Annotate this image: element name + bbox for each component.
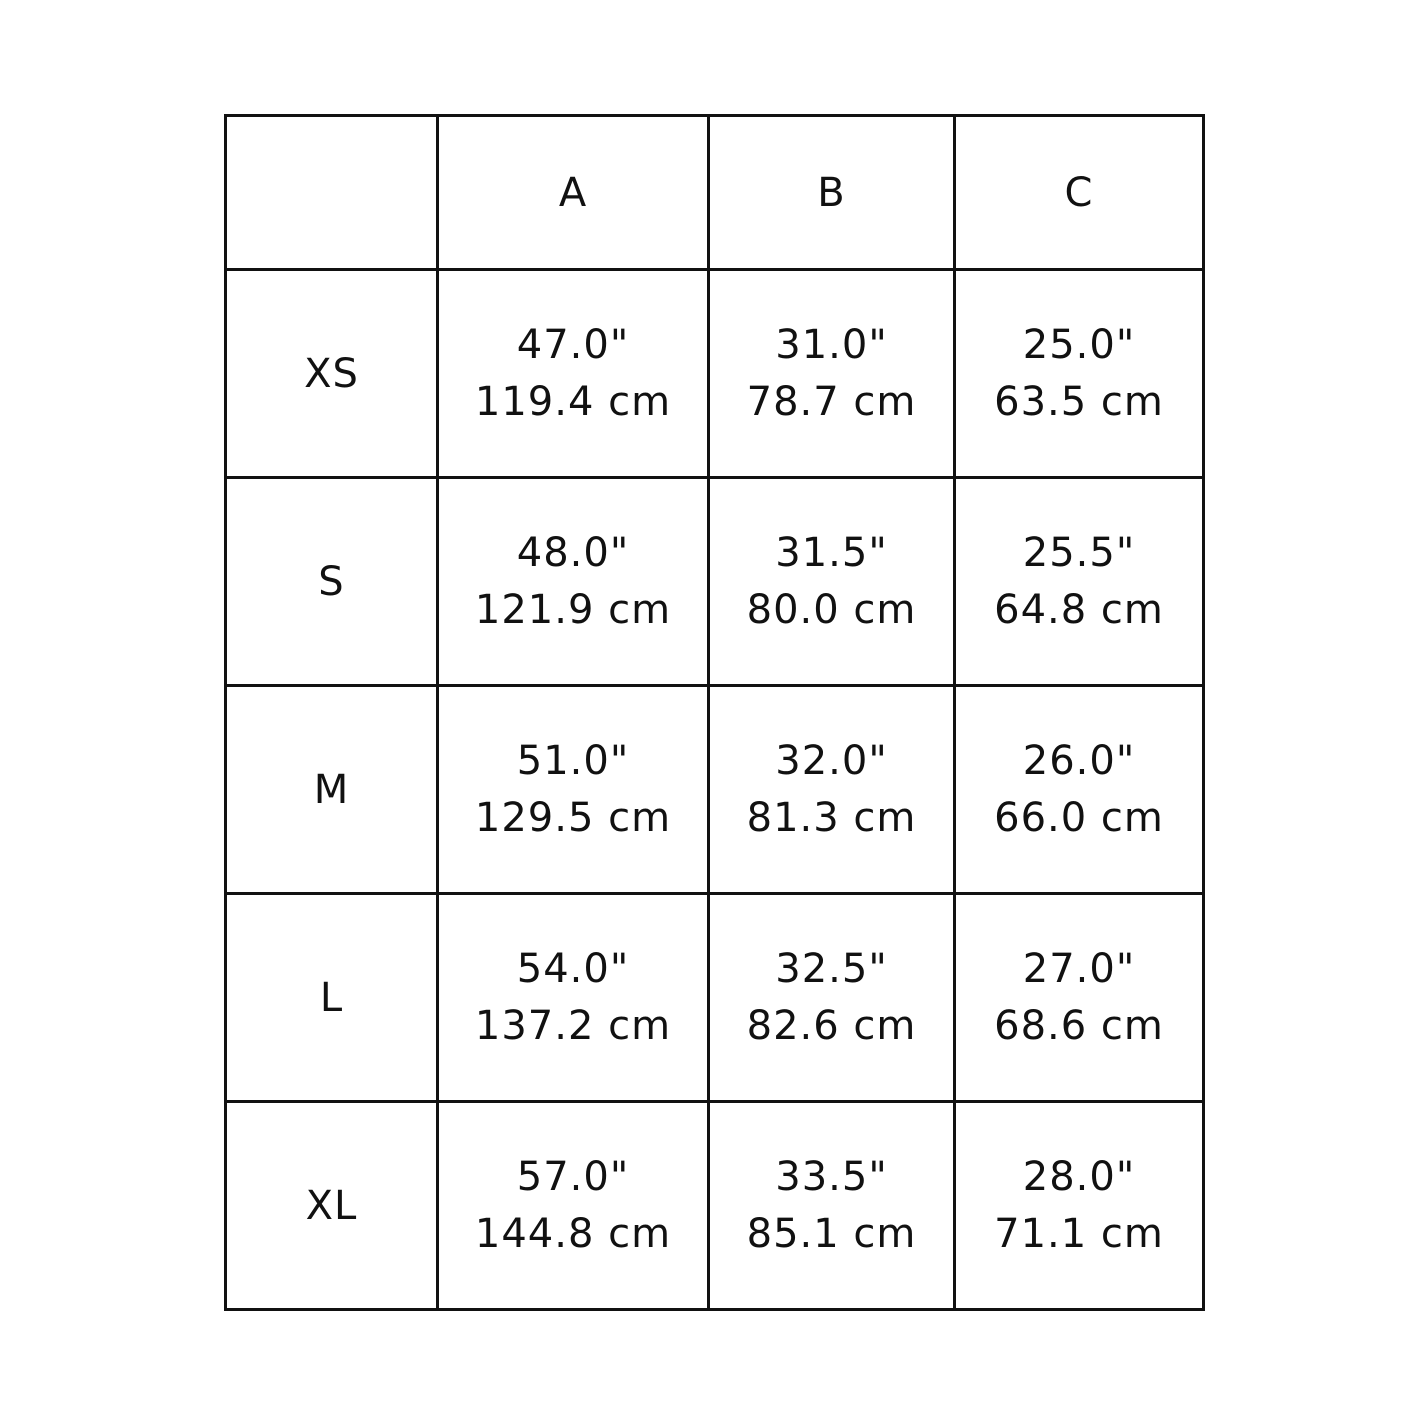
measurement-cell <box>709 478 955 686</box>
measurement-cm: 64.8 cm <box>994 586 1164 633</box>
measurement-cell <box>709 1102 955 1310</box>
measurement-inches: 57.0" <box>516 1153 630 1200</box>
size-label: XL <box>305 1182 358 1229</box>
measurement-cm: 81.3 cm <box>746 794 917 841</box>
size-label: XS <box>304 350 359 397</box>
measurement-cell <box>438 686 709 894</box>
measurement-inches: 25.0" <box>1022 321 1136 368</box>
table-row-l <box>226 894 1204 1102</box>
measurement-inches: 32.5" <box>775 945 888 992</box>
measurement-inches: 26.0" <box>1022 737 1136 784</box>
measurement-cm: 121.9 cm <box>474 586 672 633</box>
measurement-cm: 78.7 cm <box>746 378 917 425</box>
measurement-cm: 129.5 cm <box>474 794 672 841</box>
size-label: M <box>313 766 350 813</box>
size-label: L <box>319 974 344 1021</box>
measurement-cell <box>955 478 1204 686</box>
size-chart-table <box>224 114 1205 1311</box>
table-row-xs <box>226 270 1204 478</box>
measurement-cm: 85.1 cm <box>746 1210 917 1257</box>
measurement-inches: 47.0" <box>516 321 630 368</box>
measurement-cell <box>438 894 709 1102</box>
size-cell <box>226 270 438 478</box>
measurement-inches: 25.5" <box>1022 529 1136 576</box>
column-header-b <box>709 116 955 270</box>
measurement-inches: 48.0" <box>516 529 630 576</box>
measurement-inches: 31.5" <box>775 529 888 576</box>
measurement-cm: 144.8 cm <box>474 1210 672 1257</box>
corner-cell <box>226 116 438 270</box>
measurement-cm: 63.5 cm <box>994 378 1164 425</box>
measurement-cell <box>438 270 709 478</box>
column-header-a <box>438 116 709 270</box>
size-cell <box>226 894 438 1102</box>
measurement-cell <box>709 270 955 478</box>
measurement-inches: 51.0" <box>516 737 630 784</box>
size-label: S <box>318 558 345 605</box>
measurement-inches: 32.0" <box>775 737 888 784</box>
measurement-cm: 82.6 cm <box>746 1002 917 1049</box>
measurement-cell <box>955 270 1204 478</box>
size-cell <box>226 686 438 894</box>
measurement-cm: 71.1 cm <box>994 1210 1164 1257</box>
column-header-label: A <box>558 169 588 216</box>
measurement-cm: 68.6 cm <box>994 1002 1164 1049</box>
measurement-cell <box>709 686 955 894</box>
measurement-inches: 27.0" <box>1022 945 1136 992</box>
column-header-c <box>955 116 1204 270</box>
measurement-inches: 31.0" <box>775 321 888 368</box>
measurement-cell <box>955 1102 1204 1310</box>
measurement-cm: 119.4 cm <box>474 378 672 425</box>
size-cell <box>226 1102 438 1310</box>
table-row-s <box>226 478 1204 686</box>
table-row-m <box>226 686 1204 894</box>
measurement-cell <box>955 894 1204 1102</box>
measurement-inches: 33.5" <box>775 1153 888 1200</box>
column-header-label: C <box>1064 169 1094 216</box>
column-header-label: B <box>817 169 846 216</box>
measurement-cm: 80.0 cm <box>746 586 917 633</box>
measurement-cell <box>955 686 1204 894</box>
measurement-cm: 66.0 cm <box>994 794 1164 841</box>
measurement-inches: 28.0" <box>1022 1153 1136 1200</box>
header-row <box>226 116 1204 270</box>
size-cell <box>226 478 438 686</box>
measurement-cm: 137.2 cm <box>474 1002 672 1049</box>
measurement-cell <box>709 894 955 1102</box>
measurement-cell <box>438 478 709 686</box>
measurement-inches: 54.0" <box>516 945 630 992</box>
table-row-xl <box>226 1102 1204 1310</box>
measurement-cell <box>438 1102 709 1310</box>
